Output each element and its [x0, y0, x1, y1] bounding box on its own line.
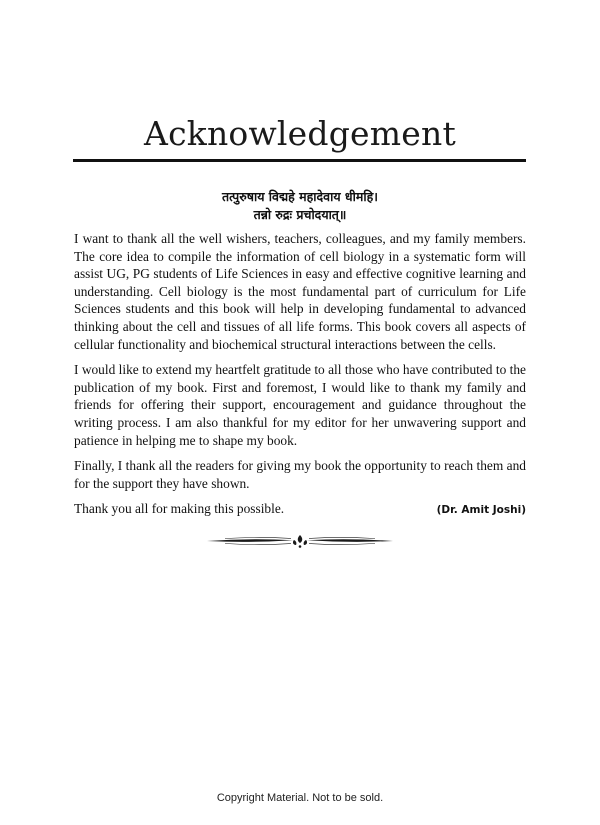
- paragraph: Thank you all for making this possible.: [74, 501, 285, 517]
- acknowledgement-body: [74, 230, 526, 526]
- mantra-line-2: तन्नो रुद्रः प्रचोदयात्॥: [253, 207, 347, 222]
- mantra-line-1: तत्पुरुषाय विद्महे महादेवाय धीमहि।: [222, 189, 378, 204]
- paragraph: I want to thank all the well wishers, teachers, colleagues, and my family members. The core idea to compile the information of cell biology in a systematic form will assist UG, PG students of Life Sciences in easy and effective cognitive learning and understanding. Cell biology is the most fundamental part of curriculum for Life Sciences students and this book will help in developing fundamental to advanced thinking about the cell and tissues of all life forms. This book covers all aspects of cellular functionality and biochemical structural interactions between the cells.: [74, 231, 526, 352]
- page-title: Acknowledgement: [144, 114, 456, 153]
- ornament-divider-icon: [205, 532, 395, 550]
- copyright-footer: Copyright Material. Not to be sold.: [216, 792, 384, 804]
- sanskrit-mantra: [0, 188, 600, 224]
- paragraph: I would like to extend my heartfelt gratitude to all those who have contributed to the publication of my book. First and foremost, I would like to thank my family and friends for offering their support, encouragement and guidance throughout the writing process. I am also thankful for my editor for her unwavering support and patience in helping me to shape my book.: [74, 362, 526, 448]
- author-signature: (Dr. Amit Joshi): [436, 504, 526, 516]
- paragraph: Finally, I thank all the readers for giving my book the opportunity to reach them and for the support they have shown.: [74, 458, 526, 491]
- title-divider: [73, 159, 526, 162]
